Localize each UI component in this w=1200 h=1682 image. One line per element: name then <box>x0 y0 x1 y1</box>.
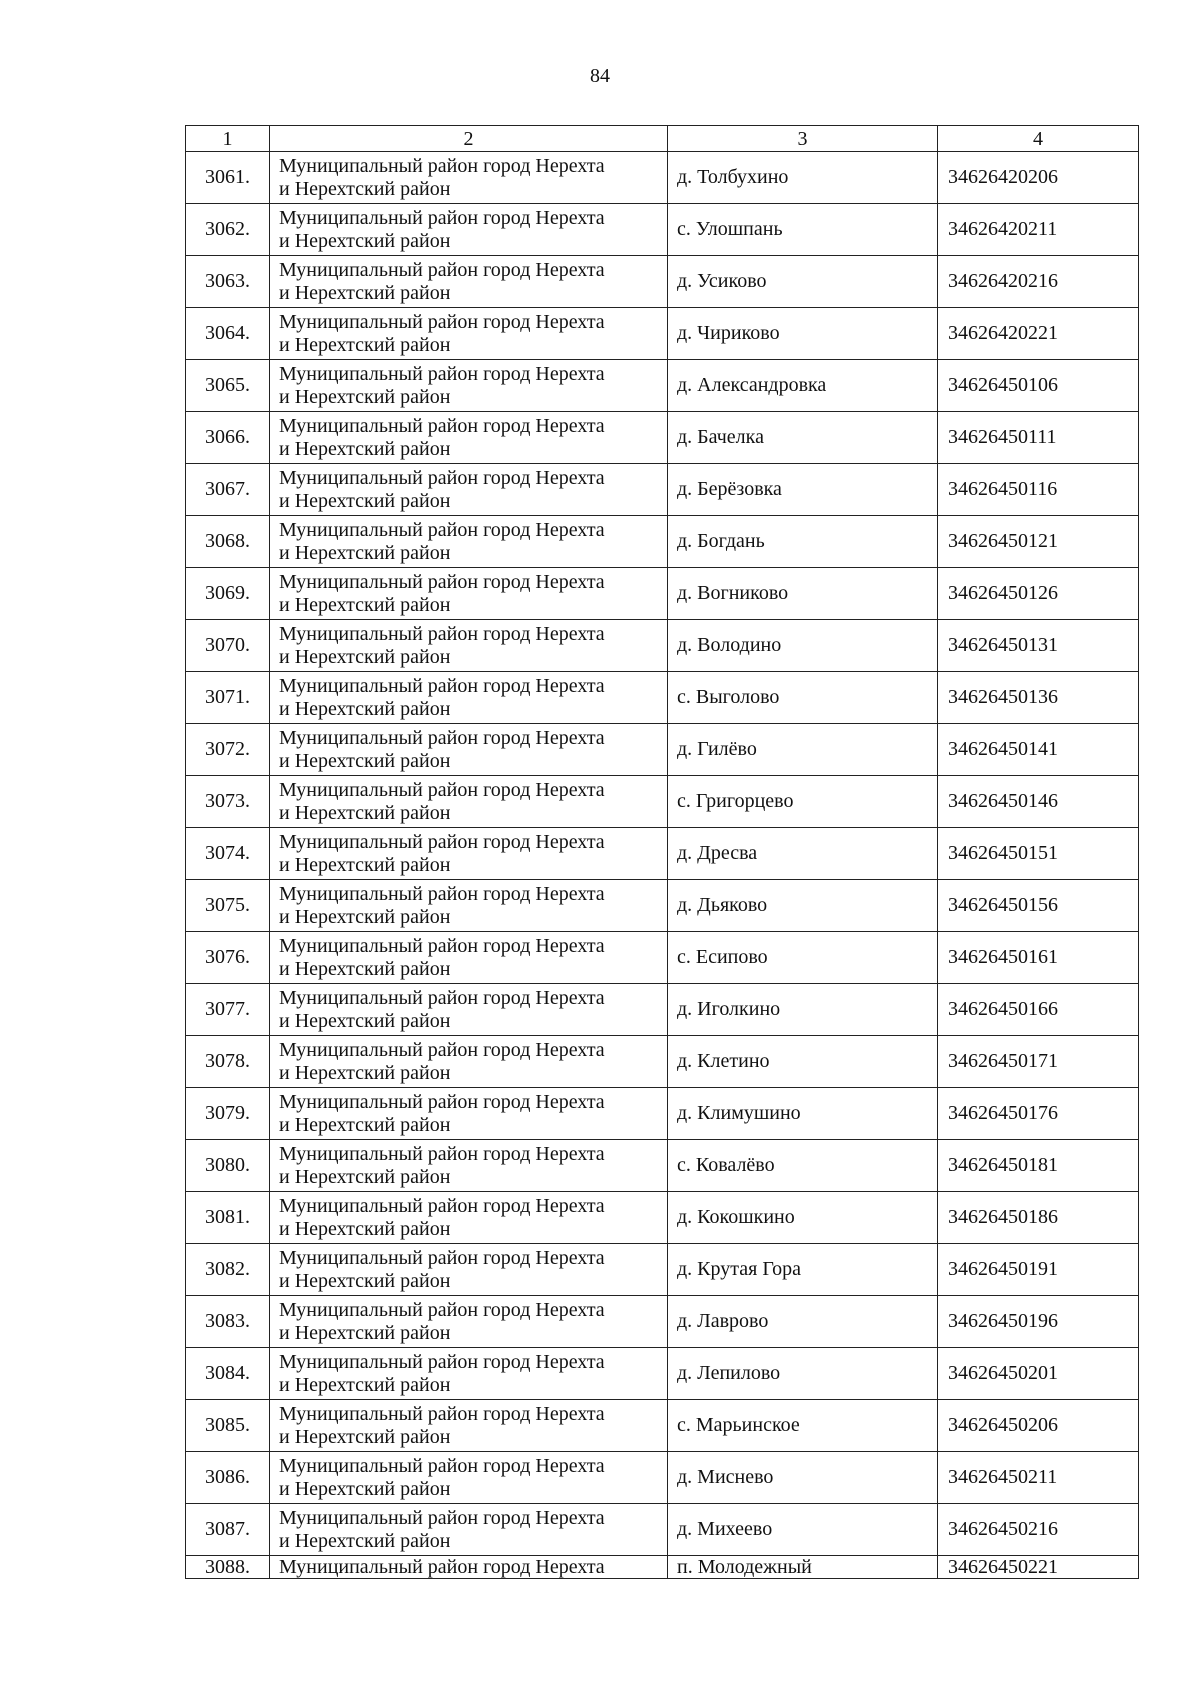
district-line-1: Муниципальный район город Нерехта <box>279 154 605 177</box>
district-line-1: Муниципальный район город Нерехта <box>279 1350 605 1373</box>
oktmo-code-cell: 34626420216 <box>938 256 1139 308</box>
district-line-1: Муниципальный район город Нерехта <box>279 518 605 541</box>
district-line-1: Муниципальный район город Нерехта <box>279 310 605 333</box>
district-line-2: и Нерехтский район <box>279 1373 451 1396</box>
district-line-1: Муниципальный район город Нерехта <box>279 362 605 385</box>
table-row <box>186 152 1139 204</box>
district-cell: Муниципальный район город Нерехта <box>270 1556 668 1579</box>
header-row <box>186 126 1139 152</box>
row-number: 3081. <box>186 1192 270 1244</box>
district-line-2: и Нерехтский район <box>279 1061 451 1084</box>
row-number: 3075. <box>186 880 270 932</box>
oktmo-code-cell: 34626450191 <box>938 1244 1139 1296</box>
oktmo-code-cell: 34626450161 <box>938 932 1139 984</box>
district-line-2: и Нерехтский район <box>279 385 451 408</box>
row-number: 3069. <box>186 568 270 620</box>
row-number: 3084. <box>186 1348 270 1400</box>
settlement-cell: с. Выголово <box>668 672 938 724</box>
district-line-2: и Нерехтский район <box>279 645 451 668</box>
oktmo-code-cell: 34626450221 <box>938 1556 1139 1579</box>
registry-table <box>185 125 1139 1579</box>
district-line-1: Муниципальный район город Нерехта <box>279 882 605 905</box>
settlement-cell: с. Есипово <box>668 932 938 984</box>
district-cell <box>270 1036 668 1088</box>
table-row <box>186 568 1139 620</box>
row-number: 3076. <box>186 932 270 984</box>
settlement-cell: д. Лепилово <box>668 1348 938 1400</box>
oktmo-code-cell: 34626450106 <box>938 360 1139 412</box>
table-row <box>186 1088 1139 1140</box>
settlement-cell: д. Вогниково <box>668 568 938 620</box>
oktmo-code-cell: 34626450211 <box>938 1452 1139 1504</box>
oktmo-code-cell: 34626450171 <box>938 1036 1139 1088</box>
table-row <box>186 1140 1139 1192</box>
settlement-cell: д. Михеево <box>668 1504 938 1556</box>
district-cell <box>270 880 668 932</box>
district-line-1: Муниципальный район город Нерехта <box>279 466 605 489</box>
district-line-1: Муниципальный район город Нерехта <box>279 206 605 229</box>
district-line-1: Муниципальный район город Нерехта <box>279 934 605 957</box>
row-number: 3064. <box>186 308 270 360</box>
district-line-1: Муниципальный район город Нерехта <box>279 1506 605 1529</box>
row-number: 3061. <box>186 152 270 204</box>
oktmo-code-cell: 34626450146 <box>938 776 1139 828</box>
table-row <box>186 776 1139 828</box>
row-number: 3080. <box>186 1140 270 1192</box>
oktmo-code-cell: 34626450141 <box>938 724 1139 776</box>
row-number: 3071. <box>186 672 270 724</box>
district-line-2: и Нерехтский район <box>279 333 451 356</box>
district-cell <box>270 932 668 984</box>
oktmo-code-cell: 34626450111 <box>938 412 1139 464</box>
table-row <box>186 828 1139 880</box>
settlement-cell: с. Улошпань <box>668 204 938 256</box>
district-cell <box>270 1140 668 1192</box>
district-cell <box>270 516 668 568</box>
table-row <box>186 256 1139 308</box>
district-line-1: Муниципальный район город Нерехта <box>279 622 605 645</box>
district-cell <box>270 1452 668 1504</box>
column-header-3: 3 <box>668 126 938 152</box>
district-cell <box>270 464 668 516</box>
settlement-cell: с. Марьинское <box>668 1400 938 1452</box>
settlement-cell: п. Молодежный <box>668 1556 938 1579</box>
district-line-2: и Нерехтский район <box>279 1321 451 1344</box>
district-line-2: и Нерехтский район <box>279 489 451 512</box>
district-cell <box>270 1244 668 1296</box>
district-line-1: Муниципальный район город Нерехта <box>279 778 605 801</box>
page-number: 84 <box>590 65 610 87</box>
column-header-1: 1 <box>186 126 270 152</box>
oktmo-code-cell: 34626450121 <box>938 516 1139 568</box>
district-cell <box>270 412 668 464</box>
settlement-cell: д. Лаврово <box>668 1296 938 1348</box>
table-row <box>186 1192 1139 1244</box>
district-line-2: и Нерехтский район <box>279 437 451 460</box>
row-number: 3083. <box>186 1296 270 1348</box>
district-line-2: и Нерехтский район <box>279 229 451 252</box>
district-cell <box>270 1192 668 1244</box>
table-row <box>186 1348 1139 1400</box>
settlement-cell: д. Крутая Гора <box>668 1244 938 1296</box>
district-line-1: Муниципальный район город Нерехта <box>279 1038 605 1061</box>
row-number: 3085. <box>186 1400 270 1452</box>
district-cell <box>270 1348 668 1400</box>
district-line-1: Муниципальный район город Нерехта <box>279 1454 605 1477</box>
oktmo-code-cell: 34626450136 <box>938 672 1139 724</box>
table-row <box>186 984 1139 1036</box>
table-row <box>186 1036 1139 1088</box>
table-row <box>186 620 1139 672</box>
row-number: 3086. <box>186 1452 270 1504</box>
oktmo-code-cell: 34626420206 <box>938 152 1139 204</box>
table-row <box>186 204 1139 256</box>
district-line-1: Муниципальный район город Нерехта <box>279 1246 605 1269</box>
district-line-2: и Нерехтский район <box>279 1217 451 1240</box>
settlement-cell: д. Богдань <box>668 516 938 568</box>
settlement-cell: д. Дресва <box>668 828 938 880</box>
district-cell <box>270 308 668 360</box>
district-line-2: и Нерехтский район <box>279 749 451 772</box>
district-cell <box>270 1088 668 1140</box>
row-number: 3068. <box>186 516 270 568</box>
district-cell <box>270 1400 668 1452</box>
district-cell <box>270 620 668 672</box>
settlement-cell: д. Гилёво <box>668 724 938 776</box>
table-row <box>186 672 1139 724</box>
settlement-cell: д. Дьяково <box>668 880 938 932</box>
district-line-2: и Нерехтский район <box>279 853 451 876</box>
table-row <box>186 724 1139 776</box>
table-row <box>186 412 1139 464</box>
row-number: 3079. <box>186 1088 270 1140</box>
settlement-cell: д. Клетино <box>668 1036 938 1088</box>
row-number: 3072. <box>186 724 270 776</box>
settlement-cell: д. Иголкино <box>668 984 938 1036</box>
district-cell <box>270 672 668 724</box>
settlement-cell: д. Усиково <box>668 256 938 308</box>
oktmo-code-cell: 34626450131 <box>938 620 1139 672</box>
row-number: 3063. <box>186 256 270 308</box>
table-row <box>186 1244 1139 1296</box>
oktmo-code-cell: 34626450156 <box>938 880 1139 932</box>
table-row <box>186 1452 1139 1504</box>
district-line-1: Муниципальный район город Нерехта <box>279 830 605 853</box>
settlement-cell: д. Миснево <box>668 1452 938 1504</box>
row-number: 3088. <box>186 1556 270 1579</box>
district-cell <box>270 152 668 204</box>
district-line-2: и Нерехтский район <box>279 1113 451 1136</box>
district-cell <box>270 360 668 412</box>
table-row <box>186 880 1139 932</box>
row-number: 3066. <box>186 412 270 464</box>
district-line-2: и Нерехтский район <box>279 177 451 200</box>
district-line-2: и Нерехтский район <box>279 1009 451 1032</box>
settlement-cell: д. Александровка <box>668 360 938 412</box>
oktmo-code-cell: 34626450206 <box>938 1400 1139 1452</box>
district-line-2: и Нерехтский район <box>279 281 451 304</box>
oktmo-code-cell: 34626450216 <box>938 1504 1139 1556</box>
table-row <box>186 516 1139 568</box>
table-row <box>186 464 1139 516</box>
row-number: 3074. <box>186 828 270 880</box>
settlement-cell: д. Берёзовка <box>668 464 938 516</box>
district-line-2: и Нерехтский район <box>279 697 451 720</box>
row-number: 3077. <box>186 984 270 1036</box>
oktmo-code-cell: 34626450196 <box>938 1296 1139 1348</box>
oktmo-code-cell: 34626450166 <box>938 984 1139 1036</box>
district-line-1: Муниципальный район город Нерехта <box>279 1142 605 1165</box>
district-line-2: и Нерехтский район <box>279 541 451 564</box>
table-row <box>186 1556 1139 1579</box>
oktmo-code-cell: 34626450176 <box>938 1088 1139 1140</box>
settlement-cell: д. Толбухино <box>668 152 938 204</box>
column-header-2: 2 <box>270 126 668 152</box>
district-cell <box>270 724 668 776</box>
oktmo-code-cell: 34626450181 <box>938 1140 1139 1192</box>
district-line-2: и Нерехтский район <box>279 1477 451 1500</box>
settlement-cell: д. Чириково <box>668 308 938 360</box>
district-cell <box>270 204 668 256</box>
district-line-2: и Нерехтский район <box>279 801 451 824</box>
district-line-1: Муниципальный район город Нерехта <box>279 1298 605 1321</box>
district-cell <box>270 1296 668 1348</box>
row-number: 3078. <box>186 1036 270 1088</box>
district-line-1: Муниципальный район город Нерехта <box>279 674 605 697</box>
oktmo-code-cell: 34626450116 <box>938 464 1139 516</box>
district-line-2: и Нерехтский район <box>279 593 451 616</box>
oktmo-code-cell: 34626450186 <box>938 1192 1139 1244</box>
district-line-2: и Нерехтский район <box>279 1269 451 1292</box>
table-row <box>186 1400 1139 1452</box>
district-line-2: и Нерехтский район <box>279 957 451 980</box>
row-number: 3065. <box>186 360 270 412</box>
district-line-1: Муниципальный район город Нерехта <box>279 1194 605 1217</box>
table-row <box>186 360 1139 412</box>
district-cell <box>270 1504 668 1556</box>
table-row <box>186 932 1139 984</box>
district-line-1: Муниципальный район город Нерехта <box>279 570 605 593</box>
district-cell <box>270 256 668 308</box>
oktmo-code-cell: 34626420221 <box>938 308 1139 360</box>
district-line-1: Муниципальный район город Нерехта <box>279 1402 605 1425</box>
district-line-2: и Нерехтский район <box>279 1165 451 1188</box>
district-line-2: и Нерехтский район <box>279 905 451 928</box>
district-line-1: Муниципальный район город Нерехта <box>279 986 605 1009</box>
district-line-1: Муниципальный район город Нерехта <box>279 726 605 749</box>
row-number: 3073. <box>186 776 270 828</box>
settlement-cell: д. Кокошкино <box>668 1192 938 1244</box>
district-line-2: и Нерехтский район <box>279 1529 451 1552</box>
table-row <box>186 1296 1139 1348</box>
row-number: 3062. <box>186 204 270 256</box>
table-row <box>186 1504 1139 1556</box>
district-line-2: и Нерехтский район <box>279 1425 451 1448</box>
settlement-cell: с. Ковалёво <box>668 1140 938 1192</box>
settlement-cell: д. Бачелка <box>668 412 938 464</box>
table-header <box>186 126 1139 152</box>
district-cell <box>270 984 668 1036</box>
table-body <box>186 152 1139 1579</box>
district-line-1: Муниципальный район город Нерехта <box>279 1090 605 1113</box>
settlement-cell: с. Григорцево <box>668 776 938 828</box>
oktmo-code-cell: 34626420211 <box>938 204 1139 256</box>
row-number: 3070. <box>186 620 270 672</box>
oktmo-code-cell: 34626450151 <box>938 828 1139 880</box>
district-line-1: Муниципальный район город Нерехта <box>279 258 605 281</box>
table-row <box>186 308 1139 360</box>
district-cell <box>270 828 668 880</box>
row-number: 3087. <box>186 1504 270 1556</box>
district-cell <box>270 568 668 620</box>
district-line-1: Муниципальный район город Нерехта <box>279 414 605 437</box>
settlement-cell: д. Климушино <box>668 1088 938 1140</box>
column-header-4: 4 <box>938 126 1139 152</box>
oktmo-code-cell: 34626450126 <box>938 568 1139 620</box>
district-cell <box>270 776 668 828</box>
row-number: 3067. <box>186 464 270 516</box>
row-number: 3082. <box>186 1244 270 1296</box>
oktmo-code-cell: 34626450201 <box>938 1348 1139 1400</box>
settlement-cell: д. Володино <box>668 620 938 672</box>
